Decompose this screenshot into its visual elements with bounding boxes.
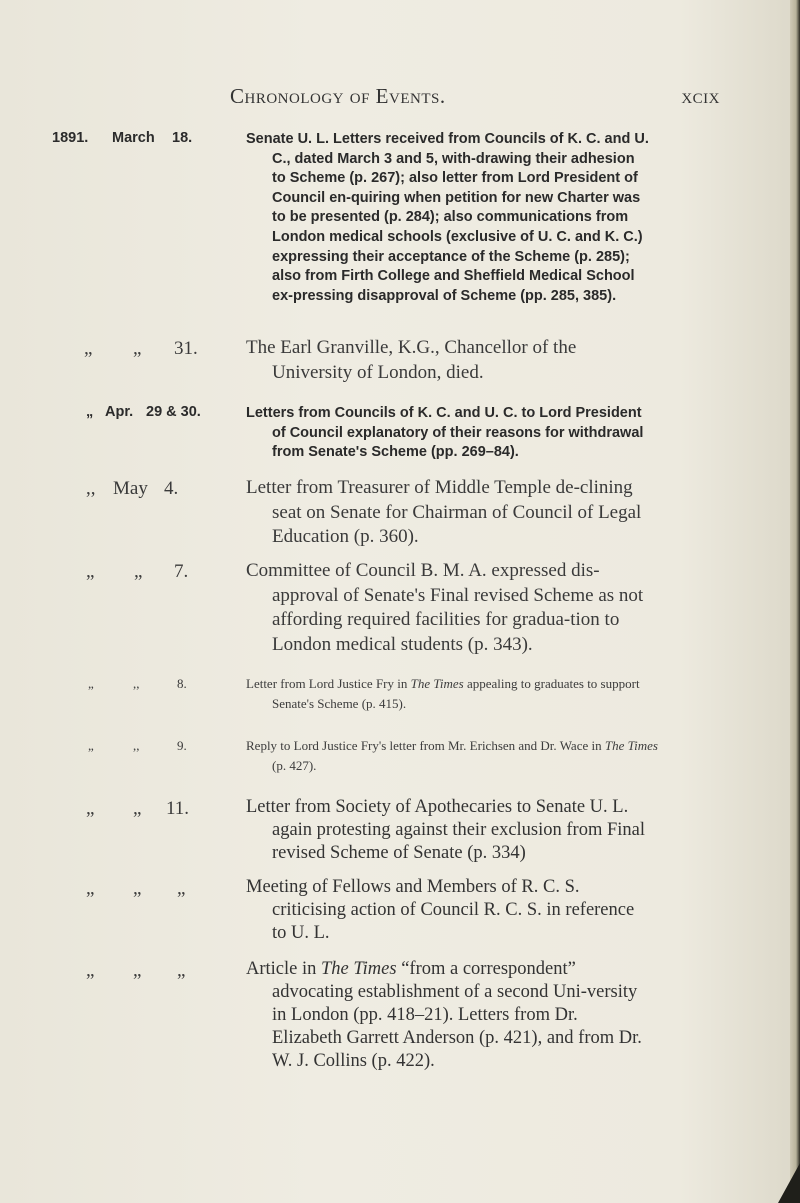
- entry-year: 1891.: [52, 130, 89, 146]
- corner-mark: [778, 1163, 800, 1203]
- ditto-mark: „: [133, 798, 142, 819]
- entry-day: 31.: [174, 338, 198, 359]
- entry-text-part: Reply to Lord Justice Fry's letter from Mr. Erichsen and Dr. Wace in: [246, 738, 605, 753]
- entry-month: May: [113, 478, 148, 499]
- page-title: Chronology of Events.: [230, 84, 446, 108]
- newspaper-title: The Times: [321, 959, 397, 979]
- ditto-mark: ,,: [133, 676, 140, 691]
- entry-day: 18.: [172, 130, 193, 146]
- entry-day: 4.: [164, 478, 179, 499]
- entry-text: Letter from Society of Apothecaries to Senate U. L. again protesting against their exclusion from Final revised Scheme of Senate (p. 334): [246, 797, 645, 863]
- ditto-mark: „: [134, 561, 143, 582]
- entry-text: [246, 736, 672, 776]
- ditto-mark: „: [133, 878, 142, 899]
- entry-day: 29 & 30.: [146, 404, 201, 420]
- ditto-mark: ,,: [86, 478, 96, 499]
- newspaper-title: The Times: [604, 738, 658, 753]
- entry-day: 8.: [177, 676, 187, 691]
- ditto-mark: „: [88, 676, 94, 691]
- entry-month: March: [112, 130, 155, 146]
- entry-text: Committee of Council B. M. A. expressed dis-approval of Senate's Final revised Scheme as not affording required facilities for gradua-tion to London medical students (p. 343).: [246, 560, 644, 655]
- entry-day: 7.: [174, 561, 189, 582]
- entry-text-part: “from a correspondent” advocating establishment of a second Uni-versity in London (pp. 418–21). Letters from Dr. Elizabeth Garrett Anderson (p. 421), and from Dr. W. J. Collins (p. 422).: [272, 959, 642, 1071]
- entry-text-part: appealing to graduates to support Senate's Scheme (p. 415).: [272, 676, 640, 711]
- entry-text: Letter from Treasurer of Middle Temple de-clining seat on Senate for Chairman of Council of Legal Education (p. 360).: [246, 477, 642, 547]
- ditto-mark: ,,: [133, 738, 140, 753]
- running-header: [160, 84, 720, 109]
- entry-day: 9.: [177, 738, 187, 753]
- ditto-mark: „: [86, 404, 94, 420]
- entry-text: [246, 958, 652, 1073]
- ditto-mark: „: [88, 738, 94, 753]
- page-number: xcix: [681, 84, 720, 108]
- ditto-mark: „: [86, 960, 95, 981]
- entry-month: Apr.: [105, 404, 134, 420]
- ditto-mark: „: [177, 960, 186, 981]
- entry-text-part: (p. 427).: [272, 758, 317, 773]
- ditto-mark: „: [86, 798, 95, 819]
- entry-text: Meeting of Fellows and Members of R. C. S. criticising action of Council R. C. S. in reference to U. L.: [246, 877, 635, 943]
- entry-text: Letters from Councils of K. C. and U. C. to Lord President of Council explanatory of their reasons for withdrawal from Senate's Scheme (pp. 269–84).: [246, 405, 644, 461]
- ditto-mark: „: [84, 338, 93, 359]
- ditto-mark: „: [133, 960, 142, 981]
- entry-text: Senate U. L. Letters received from Councils of K. C. and U. C., dated March 3 and 5, with-drawing their adhesion to Scheme (p. 267); also letter from Lord President of Council en-quiring when petition for new Charter was to be presented (p. 284); also communications from London medical schools (exclusive of U. C. and K. C.) expressing their acceptance of the Scheme (p. 285); also from Firth College and Sheffield Medical School ex-pressing disapproval of Scheme (pp. 285, 385).: [246, 131, 649, 304]
- entry-text-part: Letter from Lord Justice Fry in: [246, 676, 411, 691]
- newspaper-title: The Times: [410, 676, 464, 691]
- ditto-mark: „: [86, 561, 95, 582]
- entry-text: [246, 674, 672, 714]
- ditto-mark: „: [133, 338, 142, 359]
- entry-text-part: Article in: [246, 959, 322, 979]
- page-edge: [790, 0, 800, 1203]
- ditto-mark: „: [177, 878, 186, 899]
- entry-day: 11.: [166, 798, 190, 819]
- ditto-mark: „: [86, 878, 95, 899]
- entry-text: The Earl Granville, K.G., Chancellor of the University of London, died.: [246, 337, 577, 383]
